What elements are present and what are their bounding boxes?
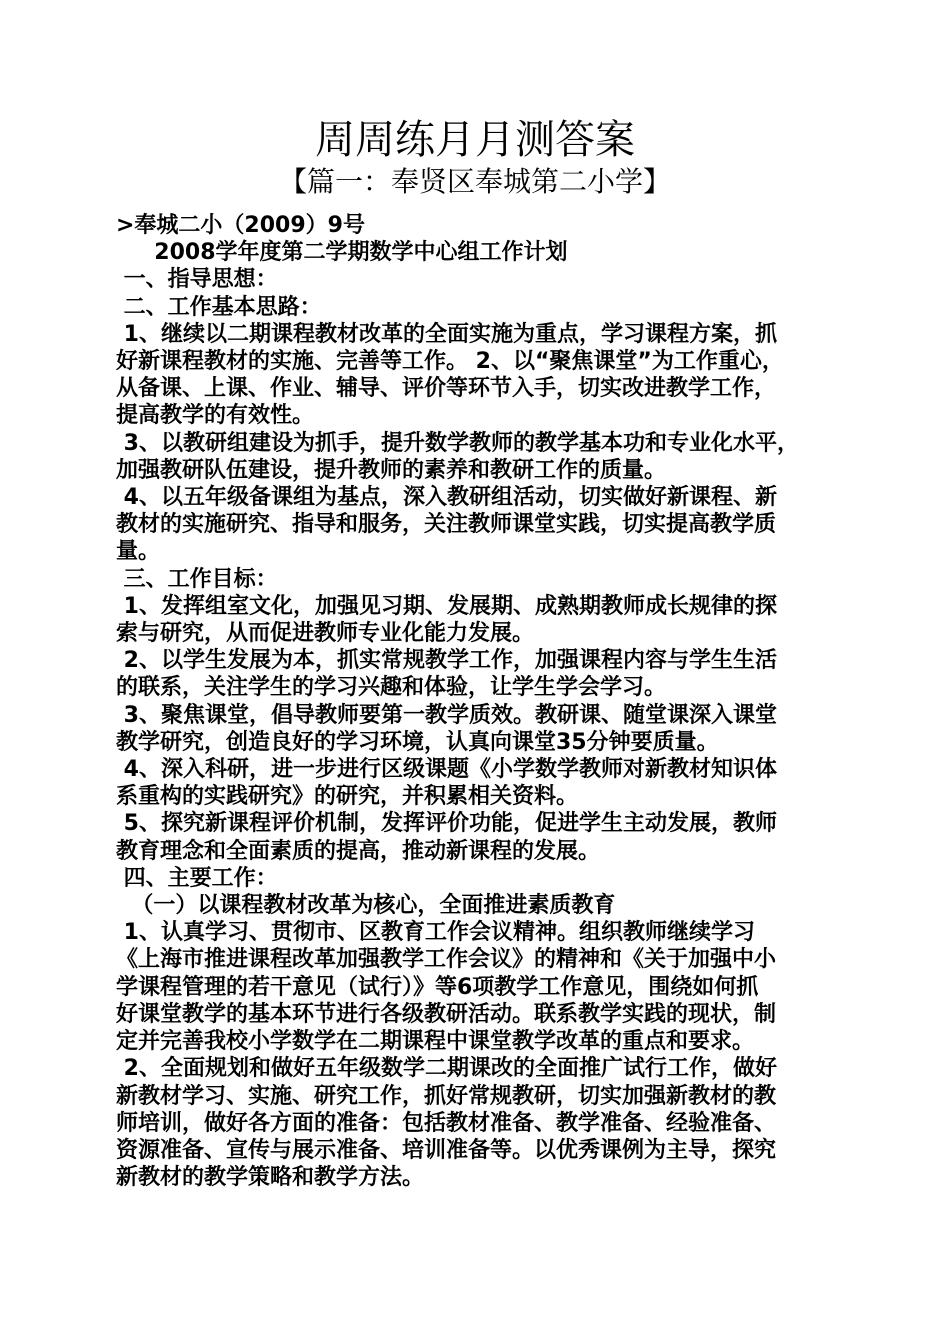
text-line: 2、全面规划和做好五年级数学二期课改的全面推广试行工作，做好 (116, 1056, 777, 1082)
text-line: 学课程管理的若干意见（试行）》等6项教学工作意见，围绕如何抓 (116, 974, 759, 1000)
text-line: 2、以学生发展为本，抓实常规教学工作，加强课程内容与学生生活 (116, 648, 777, 674)
text-line: 一、指导思想： (116, 267, 278, 293)
text-line: 3、聚焦课堂，倡导教师要第一教学质效。教研课、随堂课深入课堂 (116, 702, 777, 728)
text-line: 1、发挥组室文化，加强见习期、发展期、成熟期教师成长规律的探 (116, 593, 777, 619)
text-line: 定并完善我校小学数学在二期课程中课堂教学改革的重点和要求。 (116, 1029, 755, 1055)
text-line: 好课堂教学的基本环节进行各级教研活动。联系教学实践的现状，制 (116, 1001, 777, 1027)
text-line: 《上海市推进课程改革加强教学工作会议》的精神和《关于加强中小 (116, 947, 777, 973)
text-line: 资源准备、宣传与展示准备、培训准备等。以优秀课例为主导，探究 (116, 1137, 777, 1163)
text-line: 加强教研队伍建设，提升教师的素养和教研工作的质量。 (116, 457, 667, 483)
text-line: 好新课程教材的实施、完善等工作。 2、以“聚焦课堂”为工作重心， (116, 349, 784, 375)
text-line: 四、主要工作： (116, 865, 278, 891)
text-line: 师培训，做好各方面的准备：包括教材准备、教学准备、经验准备、 (116, 1110, 777, 1136)
text-line: 4、以五年级备课组为基点，深入教研组活动，切实做好新课程、新 (116, 485, 777, 511)
page-subtitle: 【篇一：奉贤区奉城第二小学】 (278, 165, 671, 198)
text-line: 4、深入科研，进一步进行区级课题《小学数学教师对新教材知识体 (116, 757, 777, 783)
text-line: 1、认真学习、贯彻市、区教育工作会议精神。组织教师继续学习 (116, 920, 755, 946)
text-line: 新教材的教学策略和教学方法。 (116, 1165, 425, 1191)
text-line: 从备课、上课、作业、辅导、评价等环节入手，切实改进教学工作， (116, 376, 777, 402)
document-body (116, 212, 838, 1191)
text-line: 提高教学的有效性。 (116, 403, 315, 429)
text-line: 教育理念和全面素质的提高，推动新课程的发展。 (116, 838, 601, 864)
page-title: 周周练月月测答案 (315, 117, 635, 163)
text-line: （一）以课程教材改革为核心，全面推进素质教育 (116, 893, 616, 919)
text-line: 教学研究，创造良好的学习环境，认真向课堂35分钟要质量。 (116, 729, 719, 755)
text-line: 索与研究，从而促进教师专业化能力发展。 (116, 621, 535, 647)
text-line: 3、以教研组建设为抓手，提升数学教师的教学基本功和专业化水平， (116, 430, 799, 456)
text-line: 1、继续以二期课程教材改革的全面实施为重点，学习课程方案，抓 (116, 321, 777, 347)
text-line: 三、工作目标： (116, 566, 278, 592)
text-line: 的联系，关注学生的学习兴趣和体验，让学生学会学习。 (116, 675, 667, 701)
text-line: 系重构的实践研究》的研究，并积累相关资料。 (116, 784, 579, 810)
text-line: 量。 (116, 539, 161, 565)
text-line: >奉城二小（2009）9号 (116, 213, 365, 238)
text-line: 5、探究新课程评价机制，发挥评价功能，促进学生主动发展，教师 (116, 811, 777, 837)
text-line: 教材的实施研究、指导和服务，关注教师课堂实践，切实提高教学质 (116, 512, 777, 538)
text-line: 新教材学习、实施、研究工作，抓好常规教研，切实加强新教材的教 (116, 1083, 777, 1109)
text-line: 2008学年度第二学期数学中心组工作计划 (116, 240, 568, 266)
text-line: 二、工作基本思路： (116, 294, 322, 320)
